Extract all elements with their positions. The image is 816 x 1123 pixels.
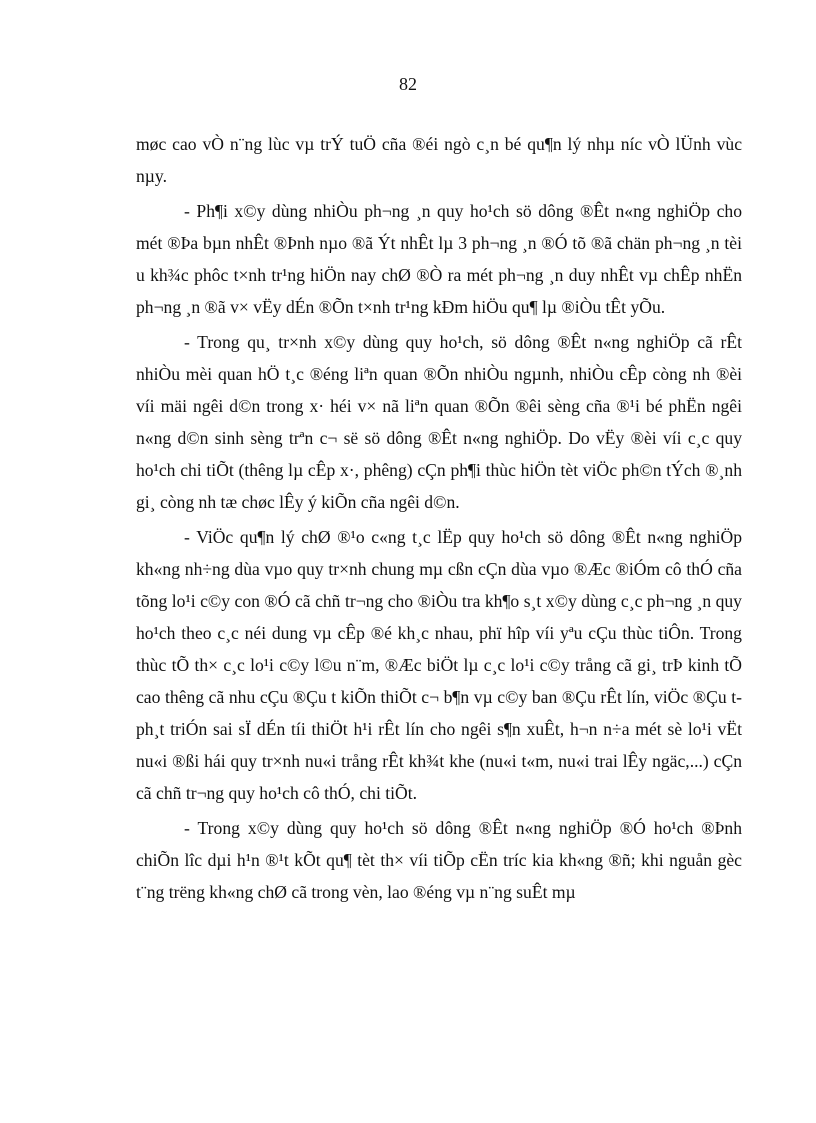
text-line: ®Þnh chiÕn lîc dµi h¹n ®¹t kÕt qu¶ tèt th× víi tiÕp cËn tríc kia kh«ng ®ñ;	[136, 818, 742, 870]
paragraph	[136, 521, 742, 809]
text-line: x©y dùng c¸c ph¬ng ¸n quy ho¹ch theo c¸c néi dung vµ cÊp ®é kh¸c nhau,	[136, 591, 742, 643]
text-line: ph¶i thùc hiÖn tèt viÖc ph©n tÝch ®¸nh gi¸ còng nh tæ chøc lÊy ý kiÕn cña	[136, 460, 742, 512]
text-line: - Trong qu¸ tr×nh x©y dùng quy ho¹ch, sö dông ®Êt n«ng nghiÖp cã	[184, 332, 713, 352]
paragraph	[136, 195, 742, 323]
paragraph	[136, 326, 742, 518]
text-line: hái quy tr×nh nu«i trång rÊt kh¾t khe (nu«i t«m, nu«i trai lÊy ngäc,...) cÇn cã	[136, 751, 742, 803]
text-line: cho mét ®Þa bµn nhÊt ®Þnh nµo ®ã Ýt nhÊt lµ 3 ph¬ng ¸n ®Ó tõ ®ã chän	[136, 201, 743, 253]
text-line: còng nh ®èi víi mäi ngêi d©n trong x· héi v× nã liªn quan ®Õn ®êi sèng	[136, 364, 743, 416]
text-line: biÖt lµ c¸c lo¹i c©y trång cã gi¸ trÞ kinh tÕ cao thêng cã nhu cÇu ®Çu t	[136, 655, 742, 707]
text-line: - Trong x©y dùng quy ho¹ch sö dông ®Êt n«ng nghiÖp ®Ó ho¹ch	[184, 818, 694, 838]
text-line: lÜnh vùc nµy.	[136, 134, 742, 186]
body-text	[136, 128, 742, 911]
text-line: kiÕn thiÕt c¬ b¶n vµ c©y ban ®Çu rÊt lín, viÖc ®Çu t ph¸t triÓn sai sÏ	[136, 687, 742, 739]
text-line: - Ph¶i x©y dùng nhiÒu ph¬ng ¸n quy ho¹ch sö dông ®Êt n«ng nghiÖp	[184, 201, 711, 221]
page-number: 82	[399, 74, 417, 94]
text-line: rÊt nhiÒu mèi quan hÖ t¸c ®éng liªn quan ®Õn nhiÒu ngµnh, nhiÒu cÊp	[136, 332, 742, 384]
text-line: nghiÖp kh«ng nh÷ng dùa vµo quy tr×nh chung mµ cßn cÇn dùa vµo ®Æc	[136, 527, 742, 579]
text-line: ph¬ng ¸n tèi u kh¾c phôc t×nh tr¹ng hiÖn nay chØ ®Ò ra mét ph¬ng ¸n duy	[136, 233, 743, 285]
paragraph	[136, 128, 742, 192]
text-line: ®iÓm cô thÓ cña tõng lo¹i c©y con ®Ó cã chñ tr¬ng cho ®iÒu tra kh¶o s¸t	[136, 559, 742, 611]
text-line: phï hîp víi yªu cÇu thùc tiÔn. Trong thùc tÕ th× c¸c lo¹i c©y l©u n¨m, ®Æc	[136, 623, 742, 675]
text-line: ngêi d©n.	[389, 492, 460, 512]
text-line: møc cao vÒ n¨ng lùc vµ trÝ tuÖ cña ®éi ngò c¸n bé qu¶n lý nhµ níc vÒ	[136, 134, 670, 154]
text-line: nhÊt vµ chÊp nhËn ph¬ng ¸n ®ã v× vËy dÉn ®Õn t×nh tr¹ng kÐm hiÖu qu¶ lµ	[136, 265, 742, 317]
text-line: ®iÒu tÊt yÕu.	[561, 297, 666, 317]
text-line: - ViÖc qu¶n lý chØ ®¹o c«ng t¸c lËp quy ho¹ch sö dông ®Êt n«ng	[184, 527, 683, 547]
paragraph	[136, 812, 742, 908]
text-line: cña ®¹i bé phËn ngêi n«ng d©n sinh sèng trªn c¬ së sö dông ®Êt n«ng	[136, 396, 742, 448]
text-line: chñ tr¬ng quy ho¹ch cô thÓ, chi tiÕt.	[156, 783, 418, 803]
text-line: nghiÖp. Do vËy ®èi víi c¸c quy ho¹ch chi tiÕt (thêng lµ cÊp x·, phêng) cÇn	[136, 428, 742, 480]
text-line: dÉn tíi thiÖt h¹i rÊt lín cho ngêi s¶n xuÊt, h¬n n÷a mét sè lo¹i vËt nu«i ®ßi	[136, 719, 742, 771]
text-line: khi nguån gèc t¨ng trëng kh«ng chØ cã trong vèn, lao ®éng vµ n¨ng suÊt mµ	[136, 850, 742, 902]
